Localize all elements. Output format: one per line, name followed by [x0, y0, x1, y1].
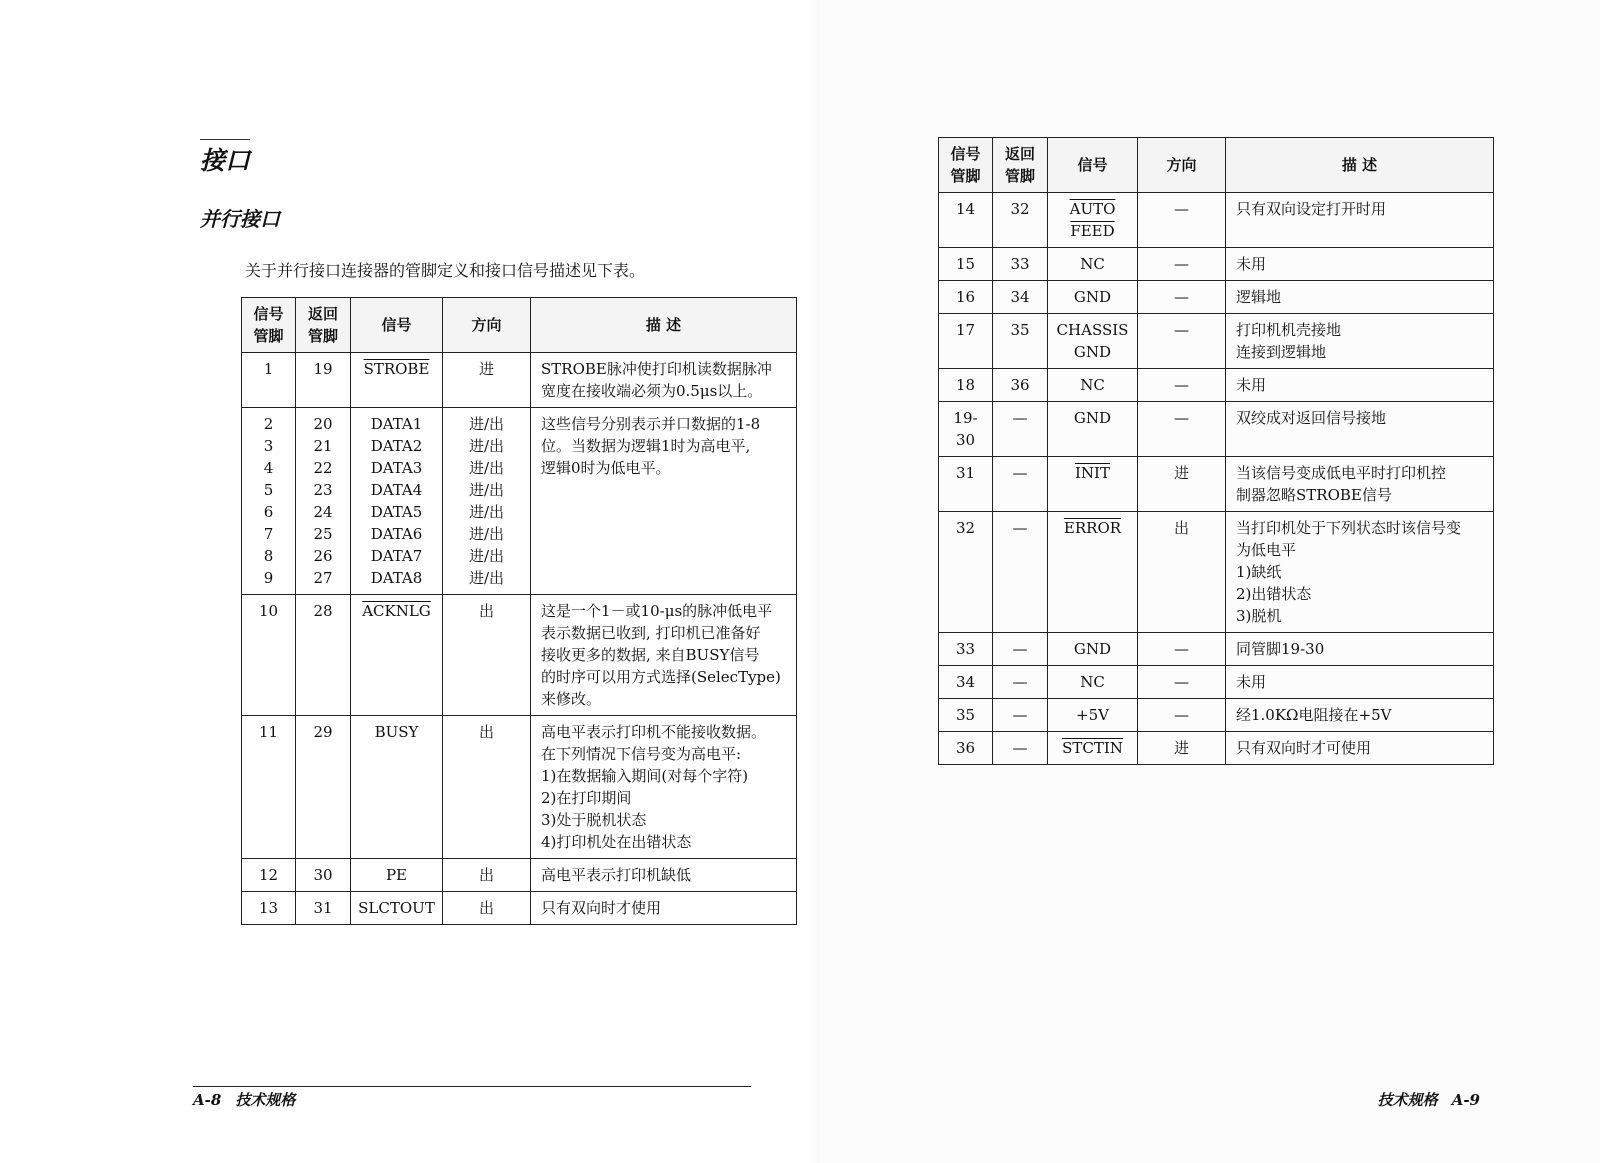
signal-name: INIT [1075, 464, 1110, 482]
cell-value: 出 [478, 602, 494, 620]
description-cell [1226, 699, 1494, 732]
pin-cell [242, 353, 296, 408]
description-line: 双绞成对返回信号接地 [1236, 409, 1387, 427]
table-row [939, 732, 1494, 765]
footer-section-name: 技术规格 [1377, 1091, 1438, 1109]
table-row [242, 353, 797, 408]
cell-value: 1 [263, 360, 274, 378]
return-pin-cell [993, 314, 1048, 369]
header-direction: 方向 [443, 298, 531, 353]
signal-name: AUTO [1069, 200, 1116, 218]
signal-cell [1048, 732, 1138, 765]
table-row [939, 666, 1494, 699]
header-return-pin: 返回 管脚 [296, 298, 351, 353]
header-row [242, 298, 797, 353]
table-row [939, 314, 1494, 369]
signal-name: DATA4 [370, 481, 423, 499]
table-row [939, 512, 1494, 633]
signal-cell [1048, 666, 1138, 699]
signal-name: SLCTOUT [358, 899, 435, 917]
cell-value: 33 [955, 640, 976, 658]
description-line: 只有双向时才可使用 [1236, 739, 1372, 757]
description-line: 为低电平 [1236, 541, 1297, 559]
signal-cell [1048, 512, 1138, 633]
pin-cell [939, 512, 993, 633]
pin-cell [242, 892, 296, 925]
cell-value: 16 [955, 288, 976, 306]
signal-cell [1048, 281, 1138, 314]
footer-section-name: 技术规格 [235, 1091, 296, 1109]
cell-value: 25 [313, 525, 333, 543]
cell-value: 进/出 [468, 503, 505, 521]
header-signal: 信号 [1048, 138, 1138, 193]
cell-value: — [1012, 739, 1028, 757]
cell-value: — [1012, 673, 1028, 691]
description-line: 来修改。 [541, 690, 602, 708]
signal-cell [351, 859, 443, 892]
description-line: 未用 [1236, 255, 1267, 273]
signal-cell [1048, 314, 1138, 369]
description-line: 位。当数据为逻辑1时为高电平, [541, 437, 751, 455]
pin-cell [242, 408, 296, 595]
signal-name: STROBE [363, 360, 430, 378]
direction-cell [1138, 369, 1226, 402]
description-cell [1226, 402, 1494, 457]
description-line: 3)脱机 [1236, 607, 1282, 625]
description-line: 这是一个1－或10-μs的脉冲低电平 [541, 602, 773, 620]
cell-value: 30 [313, 866, 333, 884]
direction-cell [1138, 314, 1226, 369]
description-cell [1226, 281, 1494, 314]
description-line: 只有双向设定打开时用 [1236, 200, 1387, 218]
pin-cell [939, 666, 993, 699]
direction-cell [1138, 193, 1226, 248]
direction-cell [1138, 248, 1226, 281]
pin-cell [939, 633, 993, 666]
cell-value: 19-30 [953, 409, 978, 449]
return-pin-cell [296, 892, 351, 925]
signal-cell [351, 408, 443, 595]
cell-value: 进/出 [468, 437, 505, 455]
pin-cell [242, 595, 296, 716]
table-row [939, 248, 1494, 281]
direction-cell [1138, 699, 1226, 732]
signal-name: DATA7 [370, 547, 423, 565]
table-row [939, 633, 1494, 666]
return-pin-cell [993, 402, 1048, 457]
footer-rule [193, 1086, 751, 1087]
cell-value: — [1012, 409, 1028, 427]
signal-name: DATA6 [370, 525, 423, 543]
table-row [242, 716, 797, 859]
signal-cell [1048, 248, 1138, 281]
signal-name: GND [1073, 343, 1112, 361]
intro-text: 关于并行接口连接器的管脚定义和接口信号描述见下表。 [245, 261, 646, 280]
cell-value: 27 [313, 569, 333, 587]
signal-name: DATA5 [370, 503, 423, 521]
signal-name: CHASSIS [1056, 321, 1129, 339]
pin-cell [939, 314, 993, 369]
description-cell [531, 892, 797, 925]
cell-value: 22 [313, 459, 333, 477]
direction-cell [1138, 281, 1226, 314]
description-cell [531, 716, 797, 859]
description-line: 高电平表示打印机缺低 [541, 866, 692, 884]
signal-name: GND [1073, 288, 1112, 306]
title-rule [200, 139, 250, 140]
return-pin-cell [296, 408, 351, 595]
header-pin: 信号 管脚 [939, 138, 993, 193]
cell-value: — [1174, 409, 1189, 427]
cell-value: — [1174, 200, 1189, 218]
signal-name: DATA8 [370, 569, 423, 587]
signal-name: FEED [1070, 222, 1115, 240]
cell-value: 20 [313, 415, 333, 433]
description-line: 在下列情况下信号变为高电平: [541, 745, 742, 763]
description-line: STROBE脉冲使打印机读数据脉冲 [541, 360, 772, 378]
return-pin-cell [296, 859, 351, 892]
cell-value: 32 [955, 519, 976, 537]
table-row [939, 193, 1494, 248]
pin-cell [939, 193, 993, 248]
direction-cell [443, 859, 531, 892]
description-line: 同管脚19-30 [1236, 640, 1325, 658]
pin-cell [939, 248, 993, 281]
table-body [242, 353, 797, 925]
description-line: 2)出错状态 [1236, 585, 1312, 603]
return-pin-cell [993, 369, 1048, 402]
cell-value: 进/出 [468, 481, 505, 499]
cell-value: 14 [955, 200, 976, 218]
parallel-pin-table-right [938, 137, 1494, 765]
signal-cell [1048, 402, 1138, 457]
cell-value: 出 [478, 866, 494, 884]
header-direction: 方向 [1138, 138, 1226, 193]
direction-cell [443, 595, 531, 716]
signal-cell [351, 353, 443, 408]
cell-value: 11 [258, 723, 279, 741]
cell-value: — [1012, 706, 1028, 724]
cell-value: 进/出 [468, 525, 505, 543]
description-line: 宽度在接收端必须为0.5μs以上。 [541, 382, 763, 400]
cell-value: 进 [478, 360, 494, 378]
cell-value: 13 [258, 899, 279, 917]
cell-value: 36 [1010, 376, 1030, 394]
signal-cell [351, 892, 443, 925]
cell-value: 18 [955, 376, 976, 394]
header-row [939, 138, 1494, 193]
cell-value: 31 [313, 899, 333, 917]
signal-name: ERROR [1063, 519, 1122, 537]
cell-value: 12 [258, 866, 279, 884]
cell-value: 26 [313, 547, 333, 565]
signal-name: NC [1080, 673, 1105, 691]
direction-cell [443, 716, 531, 859]
direction-cell [1138, 633, 1226, 666]
parallel-pin-table-left [241, 297, 797, 925]
cell-value: 33 [1010, 255, 1030, 273]
description-line: 1)在数据输入期间(对每个字符) [541, 767, 749, 785]
return-pin-cell [993, 248, 1048, 281]
description-cell [1226, 314, 1494, 369]
cell-value: 10 [258, 602, 279, 620]
signal-cell [351, 716, 443, 859]
description-cell [531, 859, 797, 892]
description-line: 未用 [1236, 376, 1267, 394]
pin-cell [242, 716, 296, 859]
pin-cell [939, 457, 993, 512]
return-pin-cell [993, 193, 1048, 248]
table-row [242, 408, 797, 595]
direction-cell [1138, 732, 1226, 765]
description-line: 连接到逻辑地 [1236, 343, 1327, 361]
return-pin-cell [993, 512, 1048, 633]
pin-cell [939, 732, 993, 765]
description-cell [1226, 633, 1494, 666]
cell-value: — [1174, 321, 1189, 339]
return-pin-cell [296, 716, 351, 859]
cell-value: 34 [1010, 288, 1030, 306]
signal-name: GND [1073, 409, 1112, 427]
cell-value: 31 [955, 464, 976, 482]
cell-value: 36 [955, 739, 976, 757]
cell-value: — [1012, 464, 1028, 482]
return-pin-cell [993, 633, 1048, 666]
signal-name: NC [1080, 376, 1105, 394]
cell-value: 出 [478, 723, 494, 741]
header-description: 描 述 [531, 298, 797, 353]
signal-name: BUSY [374, 723, 419, 741]
table-row [242, 595, 797, 716]
cell-value: — [1174, 673, 1189, 691]
header-pin: 信号 管脚 [242, 298, 296, 353]
cell-value: 24 [313, 503, 333, 521]
cell-value: 9 [263, 569, 274, 587]
table-row [939, 699, 1494, 732]
description-line: 这些信号分别表示并口数据的1-8 [541, 415, 761, 433]
cell-value: 6 [263, 503, 274, 521]
description-line: 4)打印机处在出错状态 [541, 833, 692, 851]
header-description: 描 述 [1226, 138, 1494, 193]
table-row [939, 402, 1494, 457]
description-line: 当该信号变成低电平时打印机控 [1236, 464, 1447, 482]
pin-cell [939, 281, 993, 314]
signal-name: DATA1 [370, 415, 423, 433]
return-pin-cell [296, 595, 351, 716]
signal-cell [1048, 633, 1138, 666]
direction-cell [1138, 457, 1226, 512]
cell-value: 34 [955, 673, 976, 691]
description-line: 逻辑地 [1236, 288, 1282, 306]
description-line: 逻辑0时为低电平。 [541, 459, 671, 477]
header-return-pin: 返回 管脚 [993, 138, 1048, 193]
table-row [939, 281, 1494, 314]
return-pin-cell [993, 281, 1048, 314]
cell-value: — [1174, 640, 1189, 658]
return-pin-cell [993, 666, 1048, 699]
direction-cell [1138, 666, 1226, 699]
description-line: 未用 [1236, 673, 1267, 691]
description-line: 高电平表示打印机不能接收数据。 [541, 723, 767, 741]
description-cell [1226, 457, 1494, 512]
cell-value: 35 [955, 706, 976, 724]
direction-cell [443, 892, 531, 925]
description-line: 2)在打印期间 [541, 789, 632, 807]
cell-value: 4 [263, 459, 274, 477]
cell-value: 19 [313, 360, 333, 378]
table-row [939, 369, 1494, 402]
signal-name: STCTIN [1062, 739, 1123, 757]
direction-cell [443, 353, 531, 408]
cell-value: 8 [263, 547, 274, 565]
direction-cell [1138, 402, 1226, 457]
footer-left [193, 1089, 295, 1110]
cell-value: 15 [955, 255, 976, 273]
cell-value: 进 [1173, 739, 1189, 757]
pin-cell [939, 699, 993, 732]
cell-value: 进/出 [468, 459, 505, 477]
pin-cell [242, 859, 296, 892]
cell-value: 出 [1173, 519, 1189, 537]
signal-name: PE [385, 866, 408, 884]
cell-value: 3 [263, 437, 274, 455]
description-line: 只有双向时才使用 [541, 899, 662, 917]
header-signal: 信号 [351, 298, 443, 353]
description-line: 1)缺纸 [1236, 563, 1282, 581]
cell-value: — [1174, 706, 1189, 724]
section-title: 并行接口 [200, 207, 280, 231]
cell-value: 21 [313, 437, 333, 455]
description-line: 当打印机处于下列状态时该信号变 [1236, 519, 1462, 537]
signal-cell [1048, 457, 1138, 512]
signal-name: GND [1073, 640, 1112, 658]
cell-value: 35 [1010, 321, 1030, 339]
cell-value: 2 [263, 415, 274, 433]
pin-cell [939, 402, 993, 457]
description-cell [531, 408, 797, 595]
description-line: 经1.0KΩ电阻接在+5V [1236, 706, 1392, 724]
description-line: 打印机机壳接地 [1236, 321, 1342, 339]
cell-value: 进 [1173, 464, 1189, 482]
footer-right [1378, 1089, 1480, 1110]
cell-value: 17 [955, 321, 976, 339]
footer-page-number: A-9 [1451, 1091, 1480, 1109]
description-cell [531, 353, 797, 408]
cell-value: 进/出 [468, 569, 505, 587]
page-title: 接口 [200, 146, 251, 175]
cell-value: 28 [313, 602, 333, 620]
description-cell [531, 595, 797, 716]
signal-name: ACKNLG [362, 602, 431, 620]
description-cell [1226, 512, 1494, 633]
signal-cell [351, 595, 443, 716]
pin-cell [939, 369, 993, 402]
return-pin-cell [993, 699, 1048, 732]
cell-value: 32 [1010, 200, 1030, 218]
description-cell [1226, 666, 1494, 699]
cell-value: — [1012, 519, 1028, 537]
cell-value: 23 [313, 481, 333, 499]
signal-name: DATA2 [370, 437, 423, 455]
table-body [939, 193, 1494, 765]
table-header [242, 298, 797, 353]
direction-cell [443, 408, 531, 595]
table-header [939, 138, 1494, 193]
description-cell [1226, 193, 1494, 248]
cell-value: 进/出 [468, 547, 505, 565]
signal-cell [1048, 699, 1138, 732]
signal-name: +5V [1076, 706, 1109, 724]
table-row [242, 892, 797, 925]
description-line: 3)处于脱机状态 [541, 811, 647, 829]
table-row [939, 457, 1494, 512]
table-row [242, 859, 797, 892]
description-line: 的时序可以用方式选择(SelecType) [541, 668, 781, 686]
return-pin-cell [993, 457, 1048, 512]
return-pin-cell [296, 353, 351, 408]
footer-page-number: A-8 [193, 1091, 222, 1109]
cell-value: — [1174, 376, 1189, 394]
description-cell [1226, 369, 1494, 402]
description-cell [1226, 248, 1494, 281]
cell-value: 29 [313, 723, 333, 741]
cell-value: — [1174, 255, 1189, 273]
cell-value: — [1012, 640, 1028, 658]
description-line: 制器忽略STROBE信号 [1236, 486, 1392, 504]
cell-value: 出 [478, 899, 494, 917]
cell-value: — [1174, 288, 1189, 306]
signal-cell [1048, 369, 1138, 402]
cell-value: 7 [263, 525, 274, 543]
description-line: 接收更多的数据, 来自BUSY信号 [541, 646, 760, 664]
signal-name: NC [1080, 255, 1105, 273]
signal-name: DATA3 [370, 459, 423, 477]
cell-value: 进/出 [468, 415, 505, 433]
direction-cell [1138, 512, 1226, 633]
cell-value: 5 [263, 481, 274, 499]
description-cell [1226, 732, 1494, 765]
description-line: 表示数据已收到, 打印机已准备好 [541, 624, 761, 642]
signal-cell [1048, 193, 1138, 248]
return-pin-cell [993, 732, 1048, 765]
